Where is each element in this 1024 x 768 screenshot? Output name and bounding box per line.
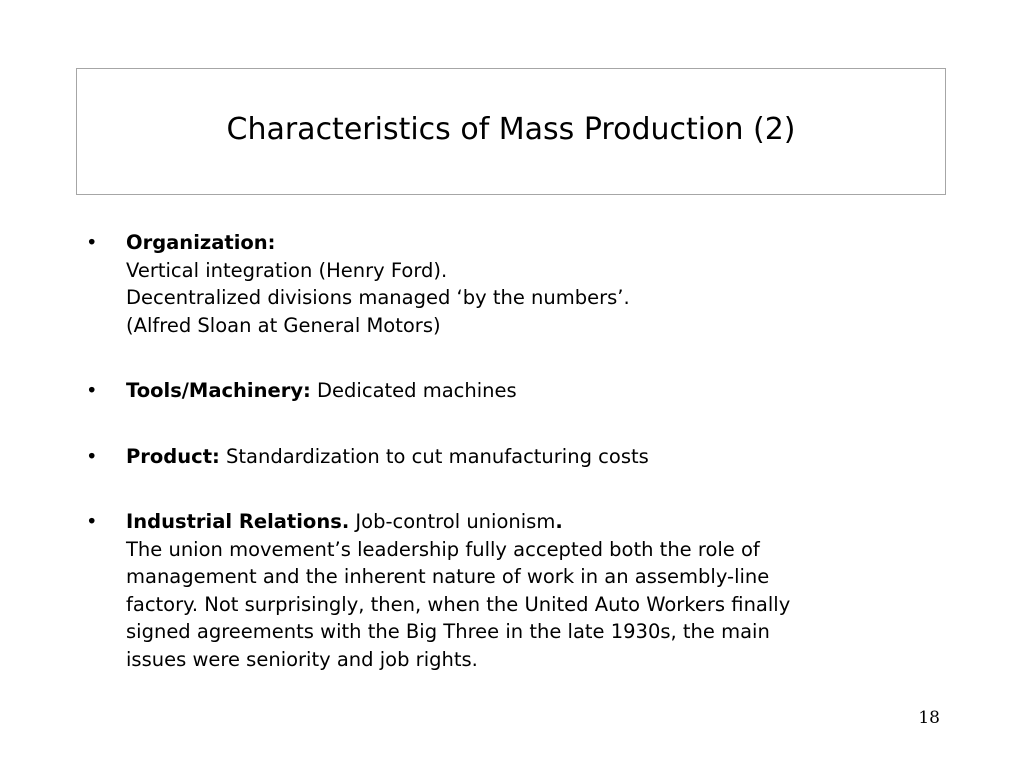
bullet-detail-line: factory. Not surprisingly, then, when the United Auto Workers finally <box>126 592 791 616</box>
bullet-heading: Tools/Machinery: <box>126 379 311 402</box>
bullet-detail-line: The union movement’s leadership fully accepted both the role of <box>126 537 760 561</box>
bullet-item-organization <box>86 229 926 339</box>
bullet-detail-line: issues were seniority and job rights. <box>126 647 478 671</box>
bullet-icon: • <box>86 379 98 402</box>
bullet-icon: • <box>86 444 98 468</box>
bullet-detail-line: signed agreements with the Big Three in the late 1930s, the main <box>126 620 770 643</box>
page-number: 18 <box>918 708 940 728</box>
bullet-first-line <box>126 377 926 405</box>
bullet-icon: • <box>86 231 98 254</box>
bullet-inline-text: Job-control unionism <box>349 510 556 533</box>
bullet-heading: Organization: <box>126 231 276 254</box>
bullet-detail-line: management and the inherent nature of work in an assembly-line <box>126 565 770 588</box>
bullet-heading: Industrial Relations. <box>126 510 350 533</box>
bullet-item-industrial-relations <box>86 508 926 673</box>
bullet-item-product <box>86 443 926 471</box>
bullet-list <box>86 229 926 711</box>
bullet-inline-text: Dedicated machines <box>310 379 517 402</box>
bullet-inline-text: Standardization to cut manufacturing costs <box>219 444 649 468</box>
bullet-icon: • <box>86 510 98 533</box>
bullet-inline-end: . <box>555 510 563 533</box>
bullet-first-line <box>126 508 926 536</box>
title-box <box>76 68 946 195</box>
bullet-first-line <box>126 229 926 257</box>
bullet-item-tools-machinery <box>86 377 926 405</box>
bullet-heading: Product: <box>126 444 220 468</box>
bullet-detail-line: Vertical integration (Henry Ford). <box>126 258 448 282</box>
bullet-detail-line: Decentralized divisions managed ‘by the numbers’. <box>126 286 630 309</box>
slide-title: Characteristics of Mass Production (2) <box>226 112 796 147</box>
bullet-detail-line: (Alfred Sloan at General Motors) <box>126 313 441 337</box>
bullet-first-line <box>126 443 926 471</box>
